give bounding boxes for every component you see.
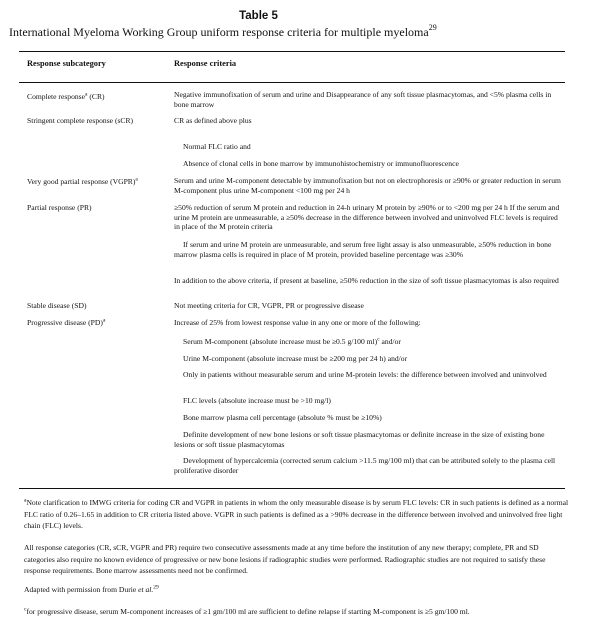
row-label-vgpr: Very good partial response (VGPR)$^a$ [27,176,138,186]
footnote-c: $^c$for progressive disease, serum M-component increases of ≥1 gm/100 ml are sufficient to define relapse if starting M-component is ≥5 gm/100 ml. [24,606,470,616]
table-bottom-rule [19,488,565,489]
table-top-rule [19,51,565,52]
criteria-pr-marrow: If serum and urine M protein are unmeasurable, and serum free light assay is also unmeasurable, ≥50% reduction in bone marrow plasma cells is required in place of M protein, provided baseline percentage was ≥30% [174,240,552,259]
row-label-cr: Complete response$^a$ (CR) [27,91,105,101]
caption-text: International Myeloma Working Group uniform response criteria for multiple myeloma [9,25,429,39]
criteria-pd-urine: Urine M-component (absolute increase must be ≥200 mg per 24 h) and/or [183,354,408,363]
criteria-pd-marrow: Bone marrow plasma cell percentage (absolute % must be ≥10%) [183,413,382,422]
criteria-scr-flc: Normal FLC ratio and [183,142,251,151]
criteria-scr-clonal: Absence of clonal cells in bone marrow by immunohistochemistry or immunofluorescence [183,159,459,168]
footnote-a: $^a$Note clarification to IMWG criteria for coding CR and VGPR in patients in whom the only measurable disease is by serum FLC levels: CR in such patients is defined as a normal FLC ratio of 0.26–1.65 in addition to CR criteria listed above. VGPR in such patients is defined as a >90% decrease in the difference between involved and uninvolved free light chain (FLC) levels. [24,497,569,531]
header-response-subcategory: Response subcategory [27,59,106,68]
criteria-pd-unmeasurable: Only in patients without measurable serum and urine M-protein levels: the difference between involved and uninvolved [183,370,547,379]
row-label-pr: Partial response (PR) [27,203,92,212]
criteria-pd-serum: Serum M-component (absolute increase must be ≥0.5 g/100 ml)$^c$ and/or [183,336,401,346]
footnote-all-categories: All response categories (CR, sCR, VGPR and PR) require two consecutive assessments made at any time before the institution of any new therapy; complete, PR and SD categories also require no known evidence of progressive or new bone lesions if radiographic studies were performed. Radiographic studies are not required to satisfy these response requirements. Bone marrow assessments need not be confirmed. [24,543,546,576]
criteria-cr: Negative immunofixation of serum and urine and Disappearance of any soft tissue plasmacytomas, and <5% plasma cells in bone marrow [174,90,552,109]
criteria-pd: Increase of 25% from lowest response value in any one or more of the following: [174,318,421,327]
row-label-sd: Stable disease (SD) [27,301,87,310]
header-response-criteria: Response criteria [174,59,237,68]
criteria-scr: CR as defined above plus [174,116,252,125]
criteria-pr-plasmacytoma: In addition to the above criteria, if present at baseline, ≥50% reduction in the size of soft tissue plasmacytomas is also required [174,276,559,285]
criteria-pd-hypercalcemia: Development of hypercalcemia (corrected serum calcium >11.5 mg/100 ml) that can be attributed solely to the plasma cell proliferative disorder [174,456,556,475]
criteria-pd-flc: FLC levels (absolute increase must be >10 mg/l) [183,396,331,405]
caption-ref: 29 [428,23,437,32]
table-caption [9,25,437,40]
criteria-pd-bone-lesions: Definite development of new bone lesions or soft tissue plasmacytomas or definite increase in the size of existing bone lesions or soft tissue plasmacytomas [174,430,545,449]
footnote-adapted: Adapted with permission from Durie et al.$^{29}$ [24,584,159,594]
table-number: Table 5 [239,10,278,22]
table-header-rule [19,82,565,83]
row-label-scr: Stringent complete response (sCR) [27,116,134,125]
criteria-pr: ≥50% reduction of serum M protein and reduction in 24-h urinary M protein by ≥90% or to <200 mg per 24 h If the serum and urine M protein are unmeasurable, a ≥50% decrease in the difference between involved and uninvolved FLC levels is required in place of the M protein criteria [174,203,560,232]
criteria-vgpr: Serum and urine M-component detectable by immunofixation but not on electrophoresis or ≥90% or greater reduction in serum M-component plus urine M-component <100 mg per 24 h [174,176,561,195]
row-label-pd: Progressive disease (PD)$^a$ [27,317,106,327]
criteria-sd: Not meeting criteria for CR, VGPR, PR or progressive disease [174,301,364,310]
